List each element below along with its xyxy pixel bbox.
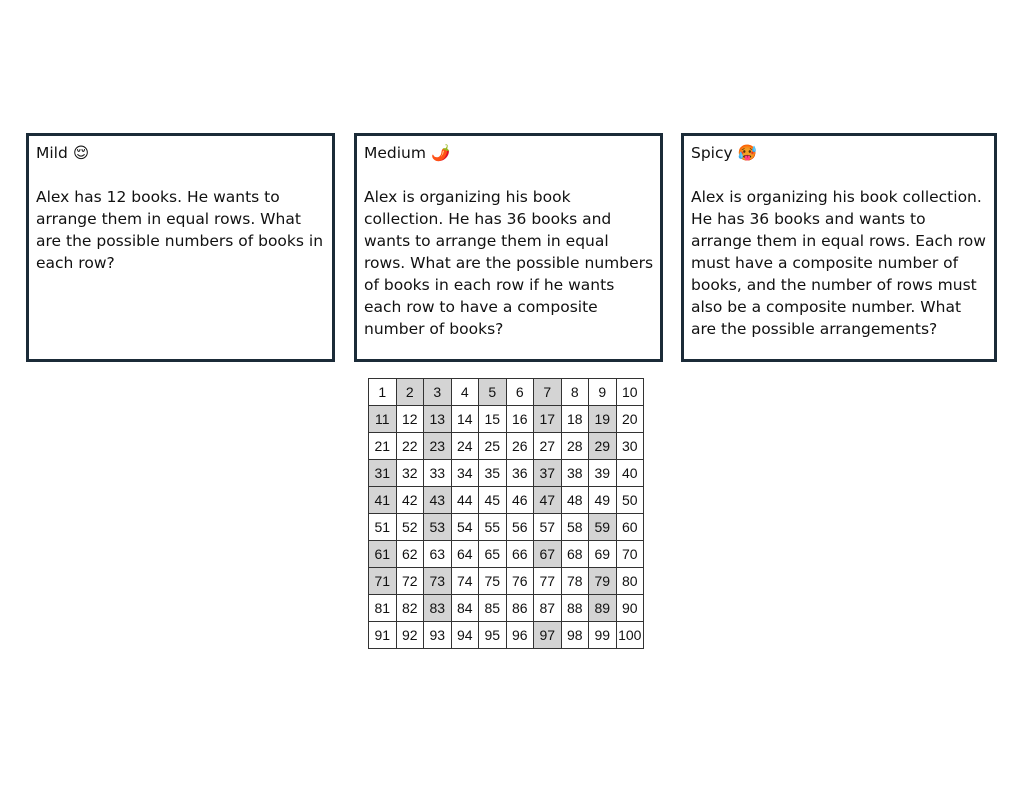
grid-cell: 72	[396, 568, 424, 595]
grid-cell-prime: 29	[589, 433, 617, 460]
grid-cell-prime: 43	[424, 487, 452, 514]
grid-row	[369, 487, 644, 514]
grid-cell: 100	[616, 622, 644, 649]
grid-row	[369, 568, 644, 595]
grid-cell: 80	[616, 568, 644, 595]
card-title-text: Medium	[364, 144, 426, 162]
grid-cell: 91	[369, 622, 397, 649]
grid-row	[369, 433, 644, 460]
grid-cell: 21	[369, 433, 397, 460]
grid-cell: 90	[616, 595, 644, 622]
grid-cell-prime: 19	[589, 406, 617, 433]
grid-cell: 25	[479, 433, 507, 460]
grid-cell: 69	[589, 541, 617, 568]
grid-cell-prime: 3	[424, 379, 452, 406]
grid-cell: 27	[534, 433, 562, 460]
grid-cell-prime: 83	[424, 595, 452, 622]
grid-cell-prime: 41	[369, 487, 397, 514]
grid-cell-prime: 47	[534, 487, 562, 514]
grid-cell: 4	[451, 379, 479, 406]
grid-row	[369, 595, 644, 622]
hundreds-chart	[368, 378, 644, 649]
grid-cell-prime: 61	[369, 541, 397, 568]
grid-cell: 28	[561, 433, 589, 460]
grid-cell: 50	[616, 487, 644, 514]
grid-cell-prime: 73	[424, 568, 452, 595]
grid-cell: 66	[506, 541, 534, 568]
card-title	[364, 142, 654, 164]
medium-card	[354, 133, 663, 362]
grid-cell: 34	[451, 460, 479, 487]
mild-card	[26, 133, 335, 362]
grid-cell: 30	[616, 433, 644, 460]
grid-cell: 88	[561, 595, 589, 622]
grid-cell: 38	[561, 460, 589, 487]
grid-cell: 81	[369, 595, 397, 622]
card-problem-text: Alex has 12 books. He wants to arrange them in equal rows. What are the possible numbers of books in each row?	[36, 188, 324, 272]
card-problem-text: Alex is organizing his book collection. He has 36 books and wants to arrange them in equal rows. Each row must have a composite number of books, and the number of rows must also be a composite number. What are the possible arrangements?	[691, 188, 986, 338]
card-problem-text: Alex is organizing his book collection. He has 36 books and wants to arrange them in equal rows. What are the possible numbers of books in each row if he wants each row to have a composite number of books?	[364, 188, 654, 338]
grid-cell: 33	[424, 460, 452, 487]
grid-row	[369, 541, 644, 568]
grid-cell: 85	[479, 595, 507, 622]
grid-cell-prime: 97	[534, 622, 562, 649]
grid-cell: 26	[506, 433, 534, 460]
grid-cell: 75	[479, 568, 507, 595]
grid-cell-prime: 89	[589, 595, 617, 622]
grid-cell: 45	[479, 487, 507, 514]
grid-cell-prime: 53	[424, 514, 452, 541]
grid-cell: 65	[479, 541, 507, 568]
grid-cell-prime: 13	[424, 406, 452, 433]
grid-cell: 94	[451, 622, 479, 649]
grid-row	[369, 460, 644, 487]
grid-cell: 36	[506, 460, 534, 487]
grid-cell: 86	[506, 595, 534, 622]
grid-cell: 76	[506, 568, 534, 595]
grid-cell: 58	[561, 514, 589, 541]
grid-cell-prime: 7	[534, 379, 562, 406]
grid-cell: 57	[534, 514, 562, 541]
grid-cell: 48	[561, 487, 589, 514]
grid-cell: 78	[561, 568, 589, 595]
grid-cell: 68	[561, 541, 589, 568]
grid-cell-prime: 79	[589, 568, 617, 595]
grid-cell: 39	[589, 460, 617, 487]
grid-cell: 87	[534, 595, 562, 622]
grid-cell: 96	[506, 622, 534, 649]
grid-cell: 98	[561, 622, 589, 649]
grid-cell: 16	[506, 406, 534, 433]
grid-cell-prime: 37	[534, 460, 562, 487]
grid-cell: 8	[561, 379, 589, 406]
grid-cell-prime: 11	[369, 406, 397, 433]
chili-pepper-icon: 🌶️	[430, 144, 451, 162]
grid-cell: 49	[589, 487, 617, 514]
grid-cell: 20	[616, 406, 644, 433]
grid-cell: 92	[396, 622, 424, 649]
grid-cell: 15	[479, 406, 507, 433]
grid-cell-prime: 23	[424, 433, 452, 460]
grid-cell: 93	[424, 622, 452, 649]
grid-cell-prime: 2	[396, 379, 424, 406]
grid-cell: 99	[589, 622, 617, 649]
grid-cell: 54	[451, 514, 479, 541]
hot-face-icon: 🥵	[737, 144, 757, 162]
grid-cell: 82	[396, 595, 424, 622]
grid-cell-prime: 17	[534, 406, 562, 433]
grid-cell: 42	[396, 487, 424, 514]
card-title-text: Spicy	[691, 144, 733, 162]
grid-cell: 74	[451, 568, 479, 595]
grid-cell: 24	[451, 433, 479, 460]
grid-cell: 95	[479, 622, 507, 649]
grid-cell: 70	[616, 541, 644, 568]
grid-cell-prime: 59	[589, 514, 617, 541]
grid-cell-prime: 71	[369, 568, 397, 595]
grid-cell: 56	[506, 514, 534, 541]
grid-cell: 55	[479, 514, 507, 541]
grid-cell: 35	[479, 460, 507, 487]
grid-cell: 18	[561, 406, 589, 433]
relieved-face-icon: 😌	[72, 144, 89, 162]
spicy-card	[681, 133, 997, 362]
grid-cell: 84	[451, 595, 479, 622]
grid-cell: 1	[369, 379, 397, 406]
grid-cell: 62	[396, 541, 424, 568]
grid-cell-prime: 31	[369, 460, 397, 487]
grid-cell: 46	[506, 487, 534, 514]
grid-cell: 10	[616, 379, 644, 406]
grid-cell: 40	[616, 460, 644, 487]
grid-cell: 22	[396, 433, 424, 460]
grid-cell: 9	[589, 379, 617, 406]
grid-row	[369, 379, 644, 406]
grid-cell: 44	[451, 487, 479, 514]
grid-cell: 63	[424, 541, 452, 568]
grid-cell: 77	[534, 568, 562, 595]
card-title	[691, 142, 988, 164]
grid-cell: 14	[451, 406, 479, 433]
grid-cell: 6	[506, 379, 534, 406]
grid-row	[369, 514, 644, 541]
grid-cell-prime: 5	[479, 379, 507, 406]
card-title-text: Mild	[36, 144, 68, 162]
grid-cell: 64	[451, 541, 479, 568]
grid-cell: 60	[616, 514, 644, 541]
grid-cell: 52	[396, 514, 424, 541]
card-title	[36, 142, 326, 164]
grid-cell-prime: 67	[534, 541, 562, 568]
grid-cell: 12	[396, 406, 424, 433]
grid-cell: 51	[369, 514, 397, 541]
grid-row	[369, 406, 644, 433]
grid-row	[369, 622, 644, 649]
grid-cell: 32	[396, 460, 424, 487]
